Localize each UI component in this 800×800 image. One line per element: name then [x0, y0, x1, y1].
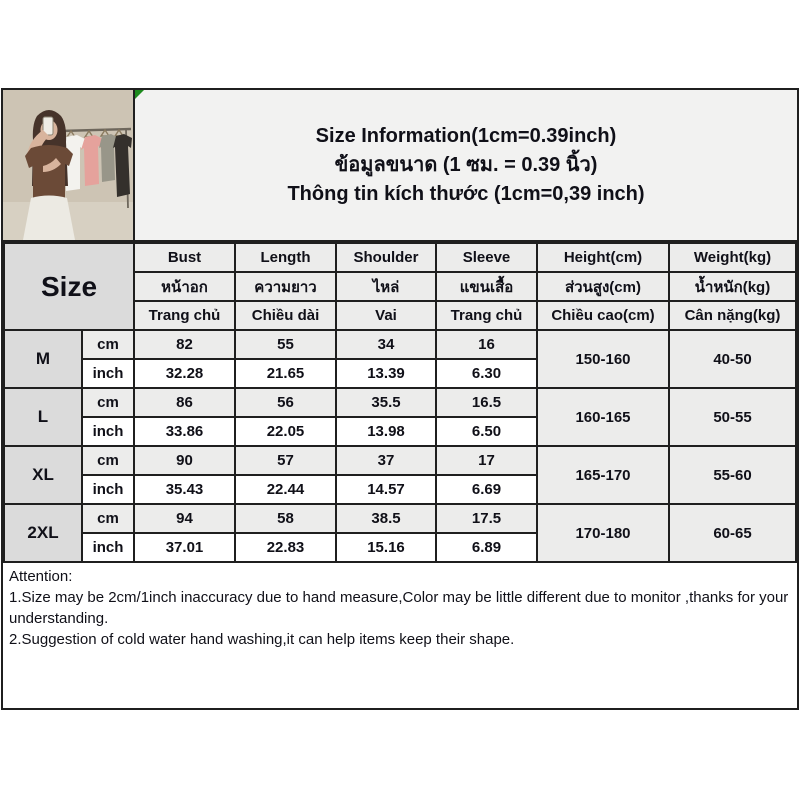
cell-m-height: 150-160 — [537, 330, 669, 388]
cell-2xl-bust-inch: 37.01 — [134, 533, 235, 562]
cell-2xl-shoulder-cm: 38.5 — [336, 504, 436, 533]
size-header-cell: Size — [4, 243, 134, 330]
col-header-length-vi: Chiều dài — [235, 301, 336, 330]
cell-xl-shoulder-cm: 37 — [336, 446, 436, 475]
size-info-sheet — [1, 88, 799, 710]
col-header-weight-th: น้ำหนัก(kg) — [669, 272, 796, 301]
size-chart-table — [3, 242, 797, 563]
cell-l-weight: 50-55 — [669, 388, 796, 446]
title-thai: ข้อมูลขนาด (1 ซม. = 0.39 นิ้ว) — [334, 153, 598, 176]
table-row — [4, 446, 796, 475]
cell-xl-sleeve-inch: 6.69 — [436, 475, 537, 504]
cell-xl-weight: 55-60 — [669, 446, 796, 504]
green-corner-marker-icon — [135, 90, 144, 99]
cell-xl-shoulder-inch: 14.57 — [336, 475, 436, 504]
cell-l-shoulder-inch: 13.98 — [336, 417, 436, 446]
cell-l-bust-inch: 33.86 — [134, 417, 235, 446]
cell-2xl-sleeve-cm: 17.5 — [436, 504, 537, 533]
col-header-sleeve-th: แขนเสื้อ — [436, 272, 537, 301]
cell-l-length-inch: 22.05 — [235, 417, 336, 446]
cell-l-height: 160-165 — [537, 388, 669, 446]
unit-label-cm: cm — [82, 504, 134, 533]
size-label-2xl: 2XL — [4, 504, 82, 562]
size-label-m: M — [4, 330, 82, 388]
cell-xl-length-inch: 22.44 — [235, 475, 336, 504]
col-header-height-en: Height(cm) — [537, 243, 669, 272]
cell-xl-length-cm: 57 — [235, 446, 336, 475]
col-header-shoulder-vi: Vai — [336, 301, 436, 330]
col-header-sleeve-en: Sleeve — [436, 243, 537, 272]
unit-label-inch: inch — [82, 417, 134, 446]
unit-label-cm: cm — [82, 330, 134, 359]
col-header-bust-vi: Trang chủ — [134, 301, 235, 330]
cell-l-sleeve-inch: 6.50 — [436, 417, 537, 446]
col-header-bust-en: Bust — [134, 243, 235, 272]
top-section — [3, 90, 797, 242]
title-area — [135, 90, 797, 240]
table-header — [4, 243, 796, 330]
col-header-weight-en: Weight(kg) — [669, 243, 796, 272]
model-selfie-illustration — [3, 90, 133, 240]
attention-note-1: 1.Size may be 2cm/1inch inaccuracy due to hand measure,Color may be little different due to monitor ,thanks for your understanding. — [9, 589, 789, 627]
cell-xl-bust-inch: 35.43 — [134, 475, 235, 504]
table-row — [4, 388, 796, 417]
col-header-height-th: ส่วนสูง(cm) — [537, 272, 669, 301]
size-label-l: L — [4, 388, 82, 446]
cell-m-sleeve-cm: 16 — [436, 330, 537, 359]
cell-m-bust-cm: 82 — [134, 330, 235, 359]
unit-label-inch: inch — [82, 475, 134, 504]
col-header-shoulder-en: Shoulder — [336, 243, 436, 272]
cell-xl-bust-cm: 90 — [134, 446, 235, 475]
cell-m-shoulder-cm: 34 — [336, 330, 436, 359]
col-header-weight-vi: Cân nặng(kg) — [669, 301, 796, 330]
title-vietnamese: Thông tin kích thước (1cm=0,39 inch) — [287, 182, 645, 205]
cell-l-shoulder-cm: 35.5 — [336, 388, 436, 417]
unit-label-cm: cm — [82, 388, 134, 417]
cell-m-bust-inch: 32.28 — [134, 359, 235, 388]
cell-2xl-height: 170-180 — [537, 504, 669, 562]
cell-m-length-inch: 21.65 — [235, 359, 336, 388]
cell-m-shoulder-inch: 13.39 — [336, 359, 436, 388]
header-row-english — [4, 243, 796, 272]
unit-label-inch: inch — [82, 359, 134, 388]
unit-label-cm: cm — [82, 446, 134, 475]
attention-note-2: 2.Suggestion of cold water hand washing,it can help items keep their shape. — [9, 631, 515, 648]
cell-2xl-shoulder-inch: 15.16 — [336, 533, 436, 562]
cell-l-bust-cm: 86 — [134, 388, 235, 417]
col-header-length-en: Length — [235, 243, 336, 272]
col-header-height-vi: Chiều cao(cm) — [537, 301, 669, 330]
cell-l-length-cm: 56 — [235, 388, 336, 417]
cell-m-weight: 40-50 — [669, 330, 796, 388]
unit-label-inch: inch — [82, 533, 134, 562]
product-photo — [3, 90, 135, 240]
title-english: Size Information(1cm=0.39inch) — [315, 124, 617, 147]
cell-2xl-sleeve-inch: 6.89 — [436, 533, 537, 562]
attention-section — [3, 563, 797, 708]
cell-l-sleeve-cm: 16.5 — [436, 388, 537, 417]
attention-heading: Attention: — [9, 568, 73, 585]
table-row — [4, 330, 796, 359]
table-row — [4, 504, 796, 533]
col-header-sleeve-vi: Trang chủ — [436, 301, 537, 330]
col-header-bust-th: หน้าอก — [134, 272, 235, 301]
cell-2xl-length-cm: 58 — [235, 504, 336, 533]
col-header-length-th: ความยาว — [235, 272, 336, 301]
cell-xl-height: 165-170 — [537, 446, 669, 504]
col-header-shoulder-th: ไหล่ — [336, 272, 436, 301]
cell-2xl-length-inch: 22.83 — [235, 533, 336, 562]
cell-xl-sleeve-cm: 17 — [436, 446, 537, 475]
size-label-xl: XL — [4, 446, 82, 504]
cell-2xl-weight: 60-65 — [669, 504, 796, 562]
cell-m-length-cm: 55 — [235, 330, 336, 359]
cell-m-sleeve-inch: 6.30 — [436, 359, 537, 388]
cell-2xl-bust-cm: 94 — [134, 504, 235, 533]
